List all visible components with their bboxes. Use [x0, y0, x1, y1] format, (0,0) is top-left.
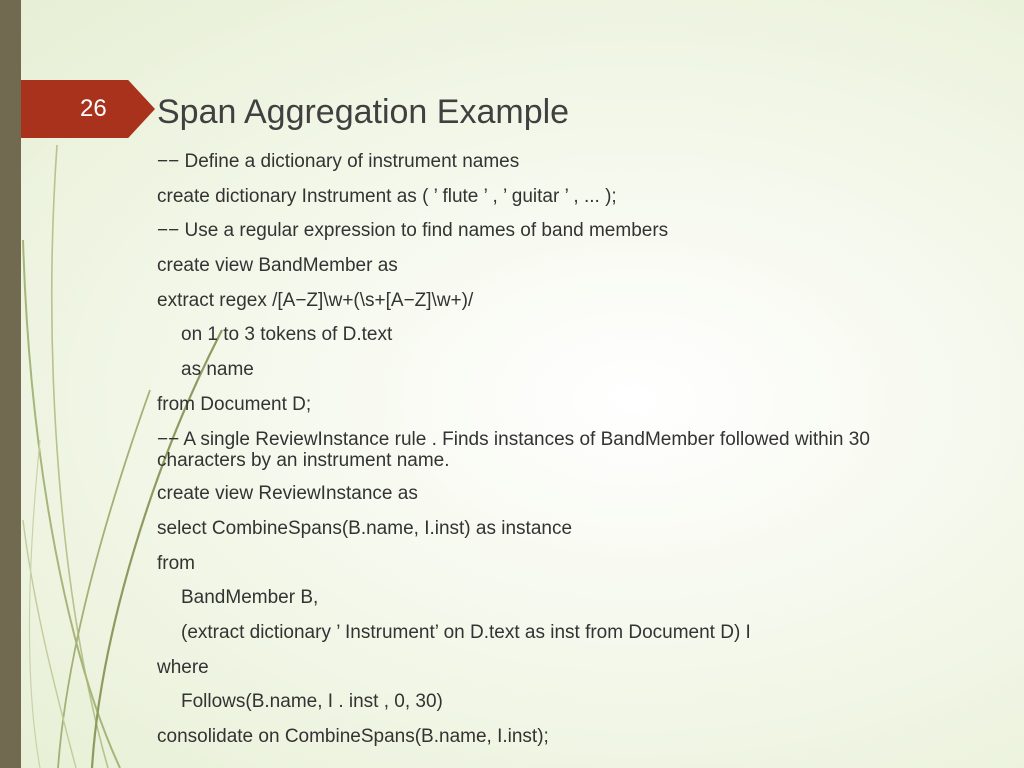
- code-line: from: [157, 552, 195, 574]
- slide-title: Span Aggregation Example: [157, 93, 570, 131]
- code-line: consolidate on CombineSpans(B.name, I.inst);: [157, 726, 549, 747]
- code-line: as name: [181, 359, 254, 381]
- code-line: −− Use a regular expression to find names of band members: [157, 220, 669, 242]
- code-line: create view ReviewInstance as: [157, 483, 418, 505]
- code-body: [157, 151, 977, 761]
- code-line: Follows(B.name, I . inst , 0, 30): [181, 691, 443, 713]
- code-line: create view BandMember as: [157, 255, 398, 277]
- code-line: from Document D;: [157, 393, 312, 415]
- slide-number: 26: [80, 95, 107, 122]
- code-line: −− Define a dictionary of instrument names: [157, 151, 520, 172]
- code-line: BandMember B,: [181, 587, 319, 609]
- code-comment-line: −− A single ReviewInstance rule . Finds instances of BandMember followed within 30 characters by an instrument name.: [157, 428, 870, 471]
- code-line: select CombineSpans(B.name, I.inst) as instance: [157, 517, 573, 539]
- code-line: where: [157, 656, 209, 678]
- code-line: extract regex /[A−Z]\w+(\s+[A−Z]\w+)/: [157, 289, 474, 311]
- code-line: (extract dictionary ’ Instrument’ on D.text as inst from Document D) I: [181, 621, 751, 643]
- code-line: on 1 to 3 tokens of D.text: [181, 324, 393, 346]
- code-line: create dictionary Instrument as ( ’ flute ’ , ’ guitar ’ , ... );: [157, 185, 617, 207]
